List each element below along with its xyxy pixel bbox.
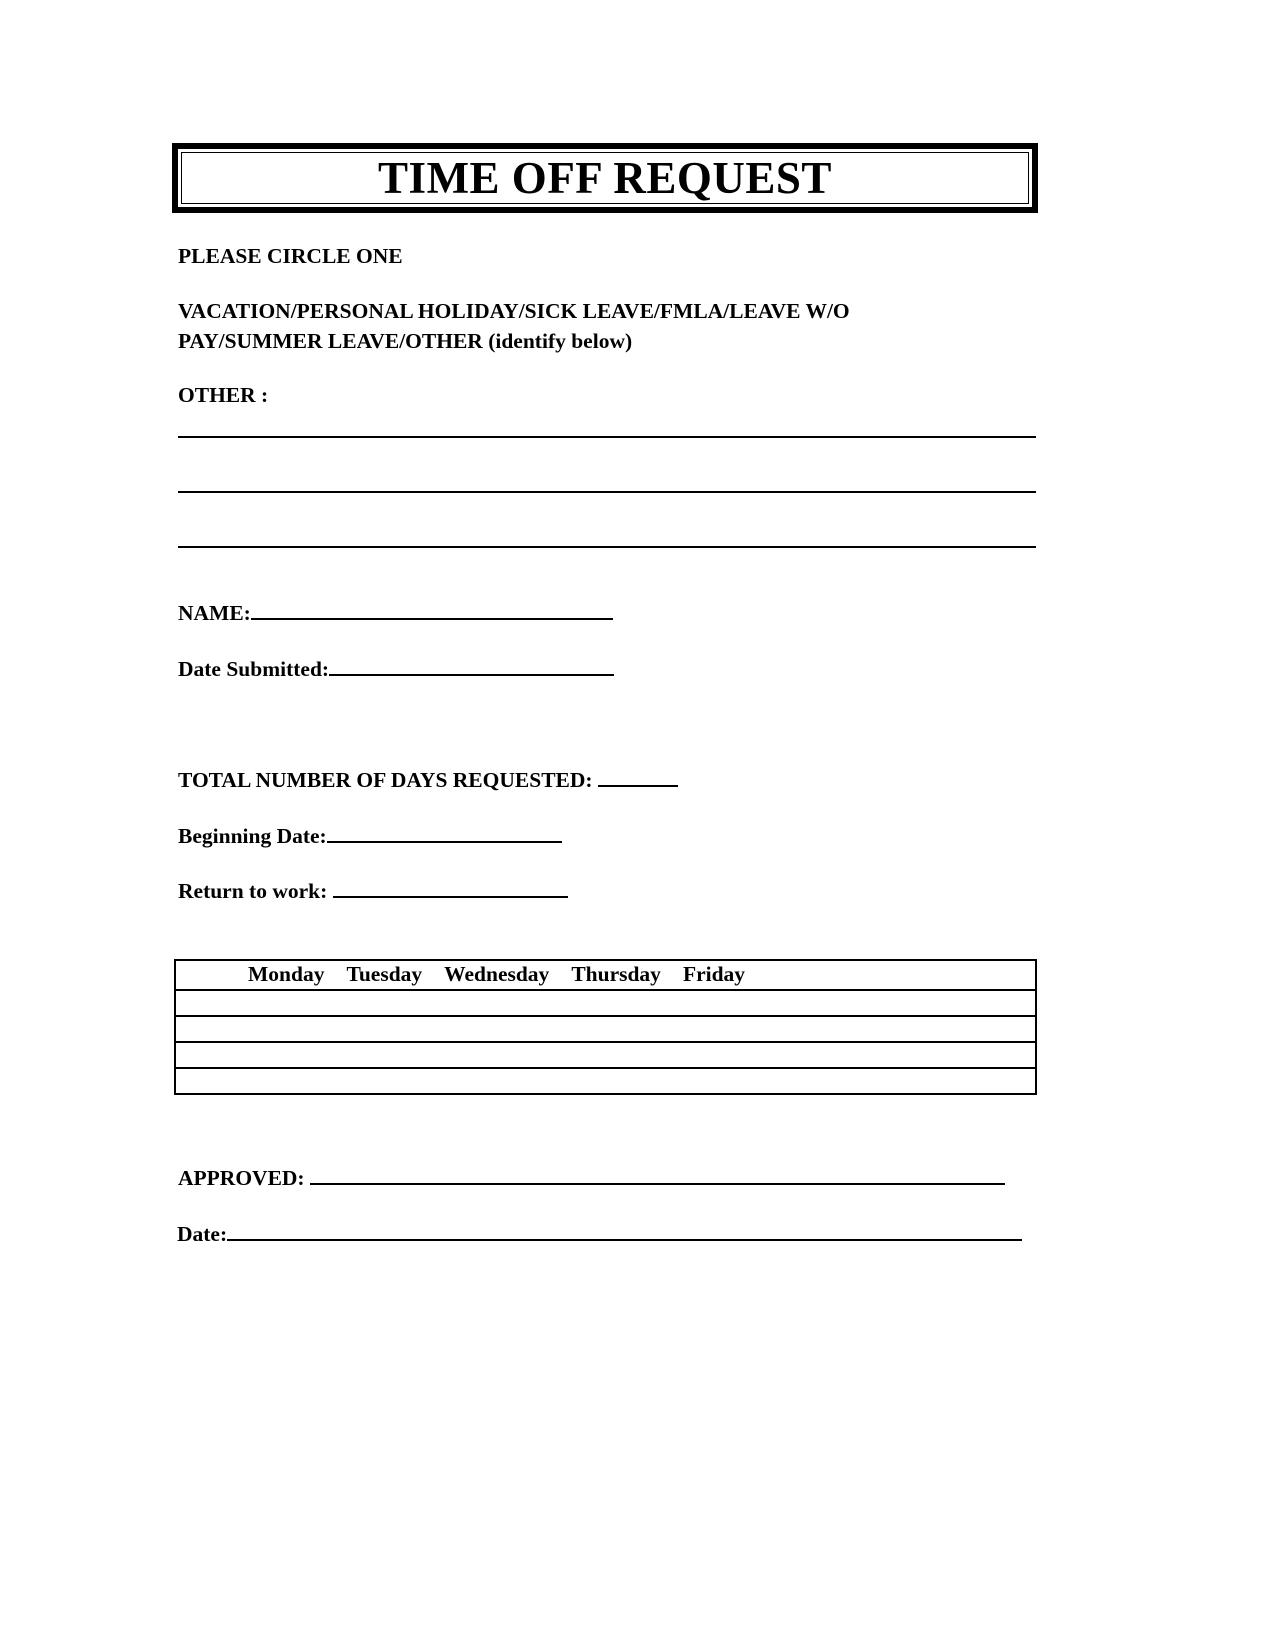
column-header-monday: Monday: [248, 962, 325, 986]
approved-field-row: [178, 1164, 1005, 1192]
date-submitted-field-row: [178, 655, 614, 683]
approved-signature-input[interactable]: [310, 1166, 1005, 1185]
column-header-tuesday: Tuesday: [346, 962, 423, 986]
approval-date-label: Date:: [177, 1222, 228, 1246]
total-days-input[interactable]: [598, 768, 678, 787]
other-blank-line-1[interactable]: [178, 436, 1036, 438]
table-row[interactable]: [175, 1042, 1036, 1068]
page-title: TIME OFF REQUEST: [378, 152, 832, 203]
weekday-names: [176, 961, 1035, 987]
table-row[interactable]: [175, 990, 1036, 1016]
weekday-header-cell: [175, 960, 1036, 990]
column-header-wednesday: Wednesday: [444, 962, 550, 986]
approved-label: APPROVED:: [178, 1166, 310, 1190]
beginning-date-input[interactable]: [327, 824, 562, 843]
other-label: OTHER :: [178, 383, 269, 407]
total-days-label: TOTAL NUMBER OF DAYS REQUESTED:: [178, 768, 598, 792]
approval-date-input[interactable]: [227, 1222, 1022, 1241]
header-gap: [324, 961, 346, 987]
leave-types-note: (identify below): [488, 329, 633, 353]
table-row[interactable]: [175, 1068, 1036, 1094]
header-gap: [549, 961, 571, 987]
weekday-table-header-row: [175, 960, 1036, 990]
leave-types-text: VACATION/PERSONAL HOLIDAY/SICK LEAVE/FMLA/LEAVE W/O PAY/SUMMER LEAVE/OTHER: [178, 299, 850, 353]
circle-one-instruction: PLEASE CIRCLE ONE: [178, 244, 403, 268]
weekday-table: [174, 959, 1037, 1095]
return-to-work-field-row: [178, 877, 568, 905]
name-input[interactable]: [251, 601, 613, 620]
beginning-date-label: Beginning Date:: [178, 824, 327, 848]
total-days-field-row: [178, 766, 678, 794]
table-cell[interactable]: [175, 1042, 1036, 1068]
name-field-row: [178, 599, 613, 627]
header-gap: [661, 961, 683, 987]
column-header-friday: Friday: [682, 962, 746, 986]
column-header-thursday: Thursday: [571, 962, 661, 986]
table-cell[interactable]: [175, 990, 1036, 1016]
approval-date-field-row: [177, 1220, 1022, 1248]
leave-types-list: [178, 296, 978, 356]
table-row[interactable]: [175, 1016, 1036, 1042]
beginning-date-field-row: [178, 822, 562, 850]
table-cell[interactable]: [175, 1016, 1036, 1042]
form-title-box: [172, 143, 1038, 213]
table-cell[interactable]: [175, 1068, 1036, 1094]
date-submitted-label: Date Submitted:: [178, 657, 330, 681]
return-to-work-label: Return to work:: [178, 879, 333, 903]
return-to-work-input[interactable]: [333, 879, 568, 898]
other-blank-line-3[interactable]: [178, 546, 1036, 548]
header-gap: [422, 961, 444, 987]
date-submitted-input[interactable]: [329, 657, 614, 676]
name-label: NAME:: [178, 601, 251, 625]
other-blank-line-2[interactable]: [178, 491, 1036, 493]
